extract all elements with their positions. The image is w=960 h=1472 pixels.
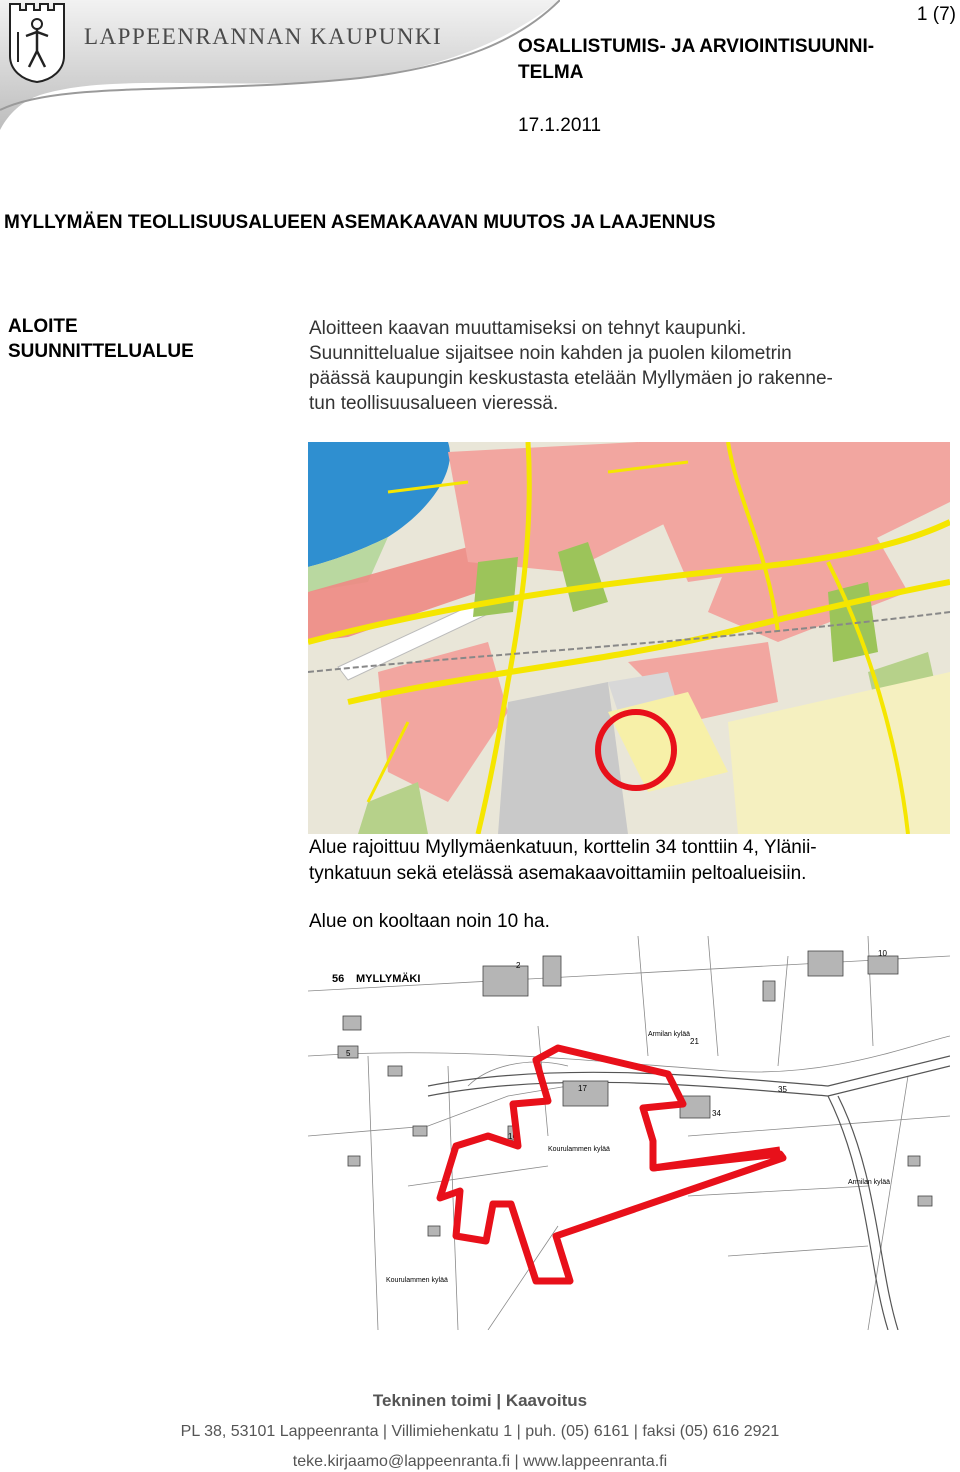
page-title: MYLLYMÄEN TEOLLISUUSALUEEN ASEMAKAAVAN MUUTOS JA LAAJENNUS <box>4 212 716 233</box>
section-label-initiative: ALOITE <box>8 316 78 337</box>
district-name: MYLLYMÄKI <box>356 973 421 985</box>
block-label: 2 <box>516 961 521 970</box>
boundary-text-line-1: Alue rajoittuu Myllymäenkatuun, korttelin 34 tonttiin 4, Ylänii- <box>309 837 817 858</box>
block-label: 5 <box>346 1049 351 1058</box>
page-number: 1 (7) <box>916 4 956 25</box>
document-type <box>518 34 948 86</box>
place-name: Armilan kylää <box>848 1179 891 1186</box>
boundary-paragraph <box>309 835 949 887</box>
place-name: Armilan kylää <box>648 1031 691 1038</box>
city-name: LAPPEENRANNAN KAUPUNKI <box>84 24 443 49</box>
boundary-text-line-2: tynkatuun sekä etelässä asemakaavoittamiin peltoalueisiin. <box>309 863 807 884</box>
area-text-line-1: Suunnittelualue sijaitsee noin kahden ja puolen kilometrin <box>309 343 792 364</box>
block-label: 10 <box>878 949 887 958</box>
initiative-text: Aloitteen kaavan muuttamiseksi on tehnyt kaupunki. <box>309 318 747 339</box>
area-text-line-3: tun teollisuusalueen vieressä. <box>309 393 559 414</box>
block-label: 16 <box>508 1132 517 1141</box>
area-size-text: Alue on kooltaan noin 10 ha. <box>309 911 550 932</box>
block-label: 21 <box>690 1037 699 1046</box>
overview-map <box>308 442 950 834</box>
document-date: 17.1.2011 <box>518 115 602 136</box>
footer-contact: teke.kirjaamo@lappeenranta.fi | www.lappeenranta.fi <box>292 1453 668 1470</box>
footer-address: PL 38, 53101 Lappeenranta | Villimiehenkatu 1 | puh. (05) 6161 | faksi (05) 616 2921 <box>180 1423 780 1440</box>
plan-map <box>308 936 950 1330</box>
area-text-line-2: päässä kaupungin keskustasta etelään Myllymäen jo rakenne- <box>309 368 833 389</box>
place-name: Kourulammen kylää <box>548 1146 610 1153</box>
intro-paragraph <box>309 316 949 416</box>
footer-department: Tekninen toimi | Kaavoitus <box>372 1391 588 1410</box>
place-name: Kourulammen kylää <box>386 1277 448 1284</box>
block-label: 34 <box>712 1109 721 1118</box>
document-type-line-1: OSALLISTUMIS- JA ARVIOINTISUUNNI- <box>518 36 875 57</box>
header-swoosh <box>0 0 560 130</box>
city-crest-icon <box>6 2 68 84</box>
document-type-line-2: TELMA <box>518 62 584 83</box>
district-number: 56 <box>332 973 345 985</box>
block-label: 17 <box>578 1084 587 1093</box>
section-label-planning-area: SUUNNITTELUALUE <box>8 341 194 362</box>
block-label: 35 <box>778 1085 787 1094</box>
